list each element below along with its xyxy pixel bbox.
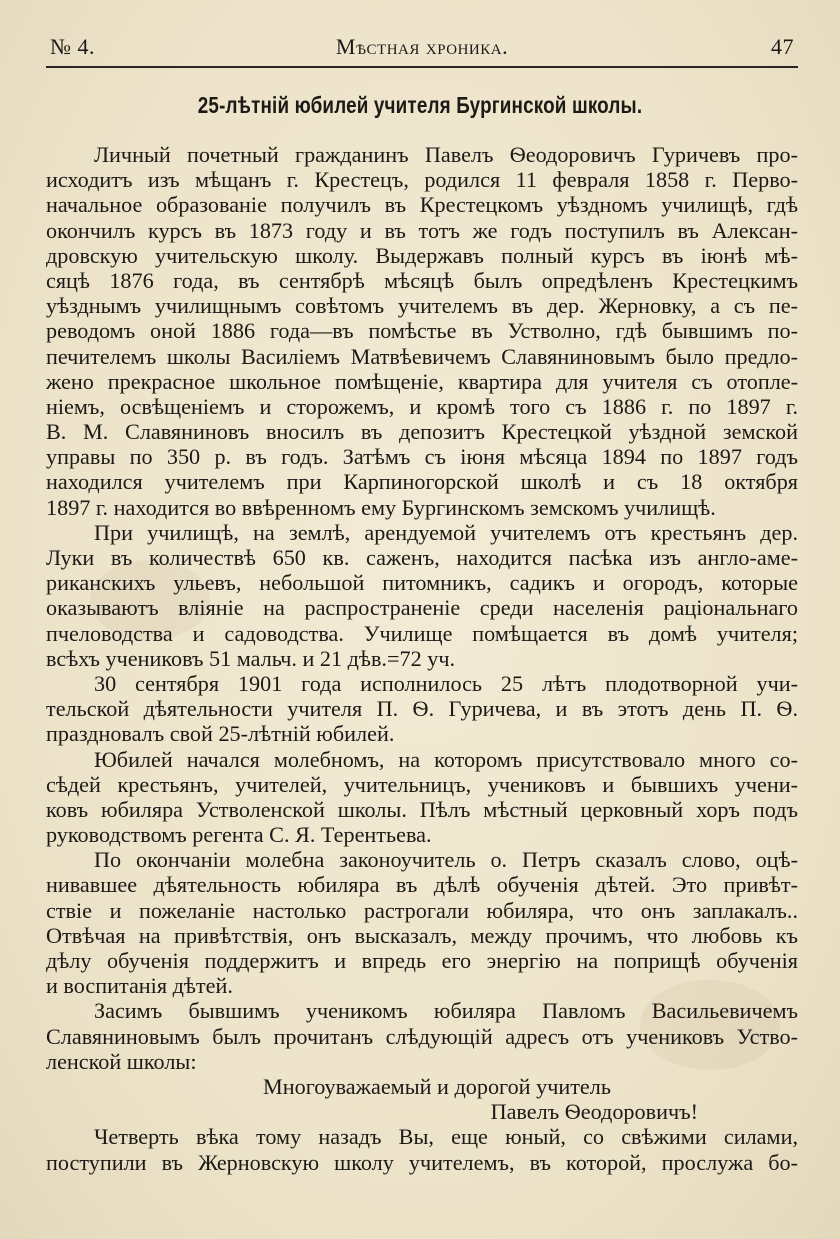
text-line: уѣзднымъ училищнымъ совѣтомъ учителемъ въ дер. Жерновку, а съ пе- [46, 293, 798, 319]
issue-number: № 4. [50, 34, 95, 59]
text-line: Четверть вѣка тому назадъ Вы, еще юный, со свѣжими силами, [94, 1124, 798, 1150]
text-line: сѣдей крестьянъ, учителей, учительницъ, учениковъ и бывшихъ учени- [46, 771, 798, 797]
text-line: ковъ юбиляра Устволенской школы. Пѣлъ мѣстный церковный хоръ подъ [46, 796, 798, 822]
text-line: ленской школы: [46, 1048, 197, 1074]
text-line: Юбилей начался молебномъ, на которомъ присутствовало много со- [94, 746, 798, 772]
text-line: праздновалъ свой 25-лѣтній юбилей. [46, 721, 395, 747]
text-line: 1897 г. находится во ввѣренномъ ему Бургинскомъ земскомъ училищѣ. [46, 494, 716, 520]
text-line: находился учителемъ при Карпиногорской школѣ и съ 18 октября [46, 469, 798, 495]
text-line: печителемъ школы Василіемъ Матвѣевичемъ Славяниновымъ было предло- [46, 343, 798, 369]
text-line: Засимъ бывшимъ ученикомъ юбиляра Павломъ Васильевичемъ [94, 998, 798, 1024]
text-line: руководствомъ регента С. Я. Терентьева. [46, 822, 432, 848]
text-line: тельской дѣятельности учителя П. Ѳ. Гуричева, и въ этотъ день П. Ѳ. [46, 696, 798, 722]
text-line: ніемъ, освѣщеніемъ и сторожемъ, и кромѣ того съ 1886 г. по 1897 г. [46, 393, 798, 419]
text-line: управы по 350 р. въ годъ. Затѣмъ съ іюня мѣсяца 1894 по 1897 годъ [46, 444, 798, 470]
text-line: жено прекрасное школьное помѣщеніе, квартира для учителя съ отопле- [46, 368, 798, 394]
text-line: 30 сентября 1901 года исполнилось 25 лѣтъ плодотворной учи- [94, 670, 798, 696]
text-line: Отвѣчая на привѣтствія, онъ высказалъ, между прочимъ, что любовь къ [46, 922, 798, 948]
page-number: 47 [771, 34, 794, 59]
text-line: и воспитанія дѣтей. [46, 973, 233, 999]
article-title: 25-лѣтній юбилей учителя Бургинской школы. [197, 92, 643, 118]
text-line: дровскую учительскую школу. Выдержавъ полный курсъ въ іюнѣ мѣ- [46, 242, 798, 268]
text-line: Луки въ количествѣ 650 кв. саженъ, находится пасѣка изъ англо-аме- [46, 545, 798, 570]
text-line: пчеловодства и садоводства. Училище помѣщается въ домѣ учителя; [46, 620, 798, 646]
text-line: нивавшее дѣятельность юбиляра въ дѣлѣ обученія дѣтей. Это привѣт- [46, 872, 798, 898]
text-line: ствіе и пожеланіе настолько растрогали юбиляра, что онъ заплакалъ.. [46, 897, 798, 923]
text-line: окончилъ курсъ въ 1873 году и въ тотъ же годъ поступилъ въ Алексан- [46, 217, 798, 243]
text-line: реводомъ оной 1886 года—въ помѣстье въ Устволно, гдѣ бывшимъ по- [46, 318, 798, 344]
text-line: По окончаніи молебна законоучитель о. Петръ сказалъ слово, оцѣ- [94, 847, 798, 873]
text-line: сяцѣ 1876 года, въ сентябрѣ мѣсяцѣ былъ опредѣленъ Крестецкимъ [46, 267, 798, 293]
text-line: начальное образованіе получилъ въ Крестецкомъ уѣздномъ училищѣ, гдѣ [46, 192, 798, 218]
text-line: всѣхъ учениковъ 51 мальч. и 21 дѣв.=72 уч. [46, 645, 456, 671]
text-line: В. М. Славяниновъ вносилъ въ депозитъ Крестецкой уѣздной земской [46, 419, 798, 445]
text-line: оказываютъ вліяніе на распространеніе среди населенія раціональнаго [46, 595, 798, 621]
text-line: риканскихъ ульевъ, небольшой питомникъ, садикъ и огородъ, которые [46, 570, 798, 596]
running-header [46, 30, 798, 68]
text-line: Славяниновымъ былъ прочитанъ слѣдующій адресъ отъ учениковъ Уство- [46, 1023, 798, 1049]
text-line: исходитъ изъ мѣщанъ г. Крестецъ, родился 11 февраля 1858 г. Перво- [46, 167, 798, 193]
article-body [46, 142, 798, 1175]
section-title: Мѣстная хроника. [335, 34, 509, 59]
address-name: Павелъ Ѳеодоровичъ! [490, 1099, 698, 1125]
text-line: При училищѣ, на землѣ, арендуемой учителемъ отъ крестьянъ дер. [94, 519, 798, 545]
address-salutation: Многоуважаемый и дорогой учитель [263, 1073, 611, 1099]
text-line: дѣлу обученія поддержитъ и впредь его энергію на поприщѣ обученія [46, 948, 798, 973]
text-line: поступили въ Жерновскую школу учителемъ, въ которой, прослужа бо- [46, 1149, 798, 1175]
text-line: Личный почетный гражданинъ Павелъ Ѳеодоровичъ Гуричевъ про- [94, 142, 798, 167]
